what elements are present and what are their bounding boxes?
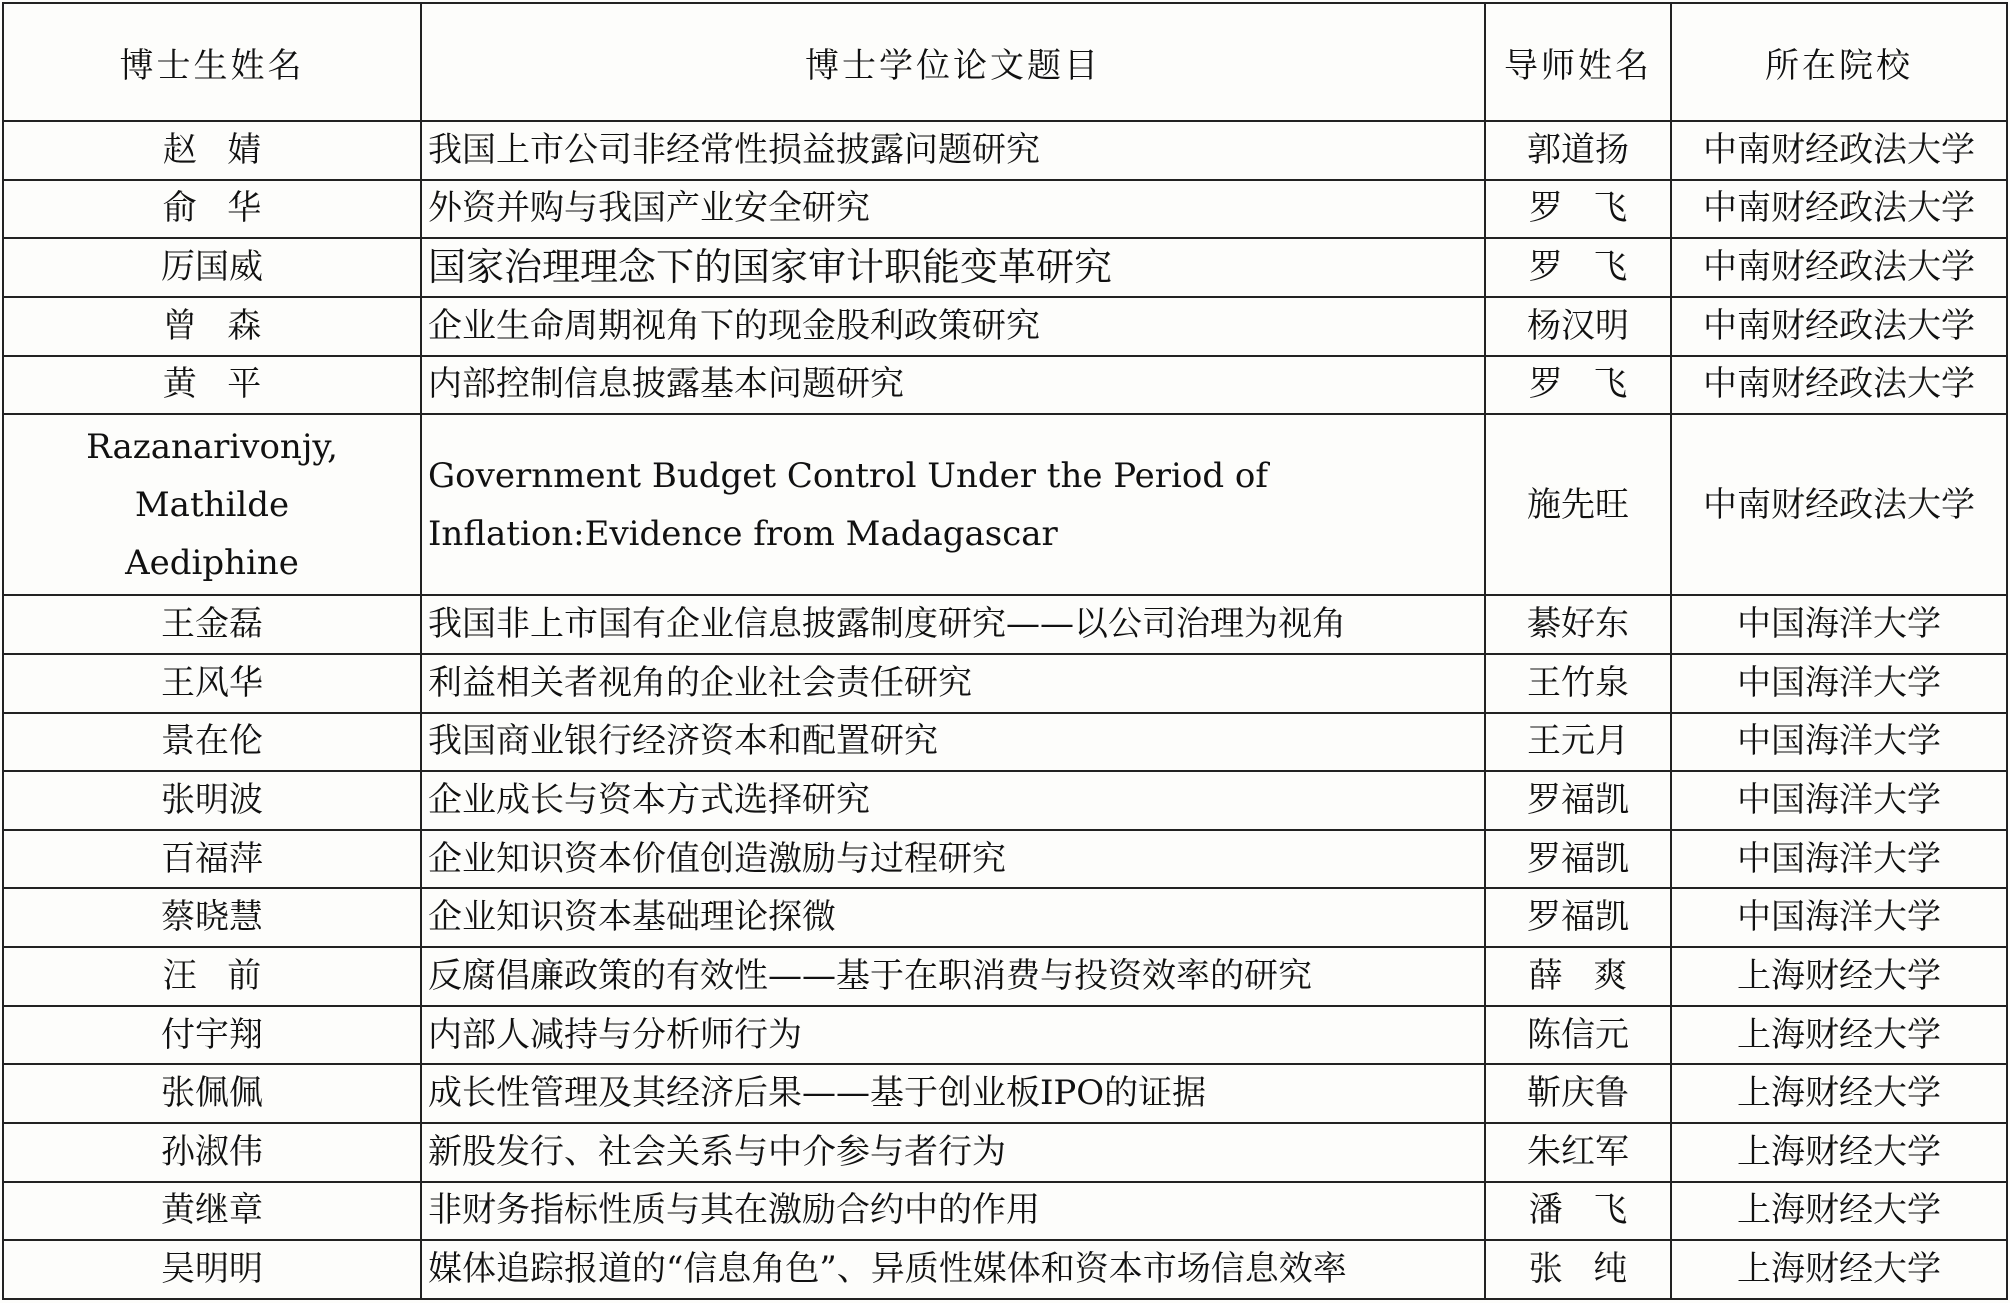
student-name: 俞华 xyxy=(3,180,421,239)
student-name: 曾森 xyxy=(3,297,421,356)
school-name: 中国海洋大学 xyxy=(1671,771,2007,830)
advisor-name: 罗飞 xyxy=(1485,356,1671,415)
table-row xyxy=(3,121,2007,180)
table-row xyxy=(3,830,2007,889)
table-row xyxy=(3,947,2007,1006)
thesis-title: 非财务指标性质与其在激励合约中的作用 xyxy=(421,1182,1485,1241)
thesis-title: 我国商业银行经济资本和配置研究 xyxy=(421,713,1485,772)
school-name: 中国海洋大学 xyxy=(1671,654,2007,713)
student-name xyxy=(3,414,421,595)
advisor-name: 罗福凯 xyxy=(1485,771,1671,830)
student-name-line: Razanarivonjy, xyxy=(86,426,338,467)
student-name: 赵婧 xyxy=(3,121,421,180)
table-row xyxy=(3,180,2007,239)
thesis-title: 媒体追踪报道的“信息角色”、异质性媒体和资本市场信息效率 xyxy=(421,1240,1485,1299)
student-name: 张佩佩 xyxy=(3,1064,421,1123)
thesis-title: 企业生命周期视角下的现金股利政策研究 xyxy=(421,297,1485,356)
school-name: 上海财经大学 xyxy=(1671,1240,2007,1299)
school-name: 上海财经大学 xyxy=(1671,947,2007,1006)
student-name: 百福萍 xyxy=(3,830,421,889)
student-name: 王金磊 xyxy=(3,595,421,654)
advisor-name: 王竹泉 xyxy=(1485,654,1671,713)
table-row xyxy=(3,356,2007,415)
thesis-title: 成长性管理及其经济后果——基于创业板IPO的证据 xyxy=(421,1064,1485,1123)
thesis-title: Government Budget Control Under the Period of Inflation:Evidence from Madagascar xyxy=(421,414,1485,595)
header-advisor: 导师姓名 xyxy=(1485,3,1671,121)
thesis-title: 企业成长与资本方式选择研究 xyxy=(421,771,1485,830)
table-row xyxy=(3,771,2007,830)
student-name: 孙淑伟 xyxy=(3,1123,421,1182)
table-row xyxy=(3,888,2007,947)
student-name: 黄继章 xyxy=(3,1182,421,1241)
school-name: 中南财经政法大学 xyxy=(1671,180,2007,239)
table-row xyxy=(3,238,2007,297)
school-name: 上海财经大学 xyxy=(1671,1123,2007,1182)
table-row xyxy=(3,1064,2007,1123)
header-title: 博士学位论文题目 xyxy=(421,3,1485,121)
advisor-name: 薛爽 xyxy=(1485,947,1671,1006)
student-name: 张明波 xyxy=(3,771,421,830)
thesis-title: 利益相关者视角的企业社会责任研究 xyxy=(421,654,1485,713)
table-row xyxy=(3,1006,2007,1065)
school-name: 中南财经政法大学 xyxy=(1671,121,2007,180)
table-row xyxy=(3,1182,2007,1241)
school-name: 中国海洋大学 xyxy=(1671,888,2007,947)
school-name: 中国海洋大学 xyxy=(1671,830,2007,889)
advisor-name: 綦好东 xyxy=(1485,595,1671,654)
school-name: 中南财经政法大学 xyxy=(1671,414,2007,595)
advisor-name: 陈信元 xyxy=(1485,1006,1671,1065)
student-name: 厉国威 xyxy=(3,238,421,297)
advisor-name: 张纯 xyxy=(1485,1240,1671,1299)
table-row xyxy=(3,654,2007,713)
table-row xyxy=(3,595,2007,654)
student-name: 吴明明 xyxy=(3,1240,421,1299)
student-name: 汪前 xyxy=(3,947,421,1006)
thesis-title: 内部控制信息披露基本问题研究 xyxy=(421,356,1485,415)
table-row xyxy=(3,297,2007,356)
table-body xyxy=(3,121,2007,1299)
thesis-title: 外资并购与我国产业安全研究 xyxy=(421,180,1485,239)
thesis-table xyxy=(2,2,2008,1300)
student-name: 黄平 xyxy=(3,356,421,415)
header-row xyxy=(3,3,2007,121)
thesis-title: 新股发行、社会关系与中介参与者行为 xyxy=(421,1123,1485,1182)
advisor-name: 罗飞 xyxy=(1485,238,1671,297)
student-name: 王风华 xyxy=(3,654,421,713)
advisor-name: 潘飞 xyxy=(1485,1182,1671,1241)
school-name: 上海财经大学 xyxy=(1671,1006,2007,1065)
thesis-title: 我国上市公司非经常性损益披露问题研究 xyxy=(421,121,1485,180)
table-header xyxy=(3,3,2007,121)
header-student: 博士生姓名 xyxy=(3,3,421,121)
thesis-title: 企业知识资本基础理论探微 xyxy=(421,888,1485,947)
advisor-name: 罗飞 xyxy=(1485,180,1671,239)
advisor-name: 靳庆鲁 xyxy=(1485,1064,1671,1123)
school-name: 中南财经政法大学 xyxy=(1671,356,2007,415)
thesis-title: 我国非上市国有企业信息披露制度研究——以公司治理为视角 xyxy=(421,595,1485,654)
thesis-title: 国家治理理念下的国家审计职能变革研究 xyxy=(421,238,1485,297)
table-row xyxy=(3,713,2007,772)
student-name: 蔡晓慧 xyxy=(3,888,421,947)
school-name: 上海财经大学 xyxy=(1671,1064,2007,1123)
thesis-title: 反腐倡廉政策的有效性——基于在职消费与投资效率的研究 xyxy=(421,947,1485,1006)
advisor-name: 罗福凯 xyxy=(1485,888,1671,947)
advisor-name: 杨汉明 xyxy=(1485,297,1671,356)
advisor-name: 朱红军 xyxy=(1485,1123,1671,1182)
student-name-line: Aediphine xyxy=(125,542,299,583)
school-name: 上海财经大学 xyxy=(1671,1182,2007,1241)
school-name: 中国海洋大学 xyxy=(1671,713,2007,772)
student-name-line: Mathilde xyxy=(134,484,290,525)
advisor-name: 施先旺 xyxy=(1485,414,1671,595)
table-row xyxy=(3,1240,2007,1299)
table-row xyxy=(3,414,2007,595)
school-name: 中南财经政法大学 xyxy=(1671,297,2007,356)
table-row xyxy=(3,1123,2007,1182)
student-name: 景在伦 xyxy=(3,713,421,772)
advisor-name: 王元月 xyxy=(1485,713,1671,772)
thesis-title: 内部人减持与分析师行为 xyxy=(421,1006,1485,1065)
thesis-title: 企业知识资本价值创造激励与过程研究 xyxy=(421,830,1485,889)
header-school: 所在院校 xyxy=(1671,3,2007,121)
student-name: 付宇翔 xyxy=(3,1006,421,1065)
advisor-name: 罗福凯 xyxy=(1485,830,1671,889)
school-name: 中国海洋大学 xyxy=(1671,595,2007,654)
school-name: 中南财经政法大学 xyxy=(1671,238,2007,297)
advisor-name: 郭道扬 xyxy=(1485,121,1671,180)
